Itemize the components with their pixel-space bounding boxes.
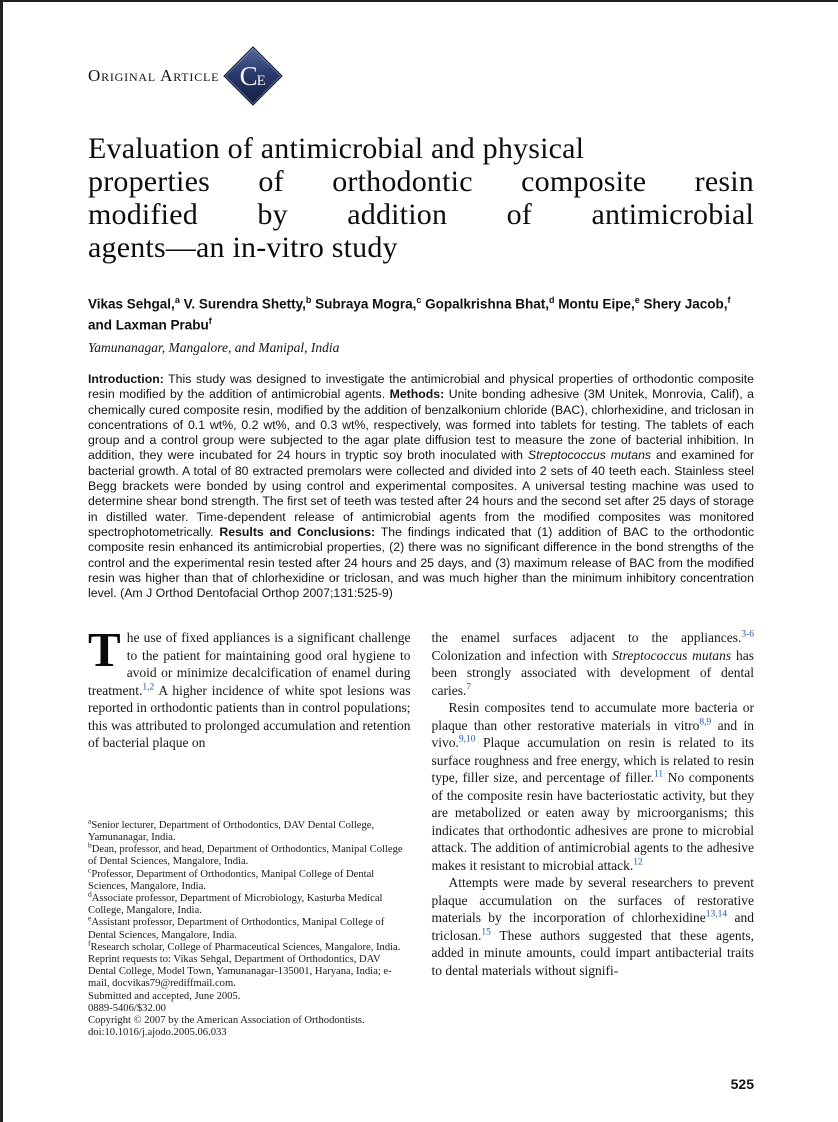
footnote-reprint-requests: Reprint requests to: Vikas Sehgal, Department of Orthodontics, DAV Dental College, Model Town, Yamunanagar-135001, Haryana, India; e-mail, docvikas79@rediffmail.com.: [88, 954, 392, 990]
body-paragraph-4: Attempts were made by several researchers to prevent plaque accumulation on the surfaces of restorative materials by the incorporation of chlorhexidine$^{13,14}$ and triclosan.$^{15}$ These authors suggested that these agents, added in minute amounts, could impart antibacterial traits to dental materials without signifi-: [431, 875, 754, 978]
drop-cap-letter: T: [88, 622, 121, 678]
body-paragraph-intro-text: he use of fixed appliances is a significant challenge to the patient for maintaining good oral hygiene to avoid or minimize decalcification of enamel during treatment.$^{1,2}$ A higher incidence of white spot lesions was reported in orthodontic patients than in control populations; this was attributed to prolonged accumulation and retention of bacterial plaque on: [88, 630, 411, 751]
page-number: 525: [730, 1076, 754, 1092]
footnote-copyright: Copyright © 2007 by the American Association of Orthodontists.: [88, 1015, 365, 1027]
footnote-affiliation-b: $^b$Dean, professor, and head, Department of Orthodontics, Manipal College of Dental Sciences, Mangalore, India.: [88, 840, 403, 868]
ce-letter-c: C: [240, 60, 259, 91]
ce-badge-letters: [240, 60, 267, 91]
title-line-4: agents—an in-vitro study: [88, 231, 398, 264]
ce-letter-e: E: [257, 72, 267, 89]
footnote-issn-price: 0889-5406/$32.00: [88, 1002, 166, 1014]
footnote-affiliation-a: $^a$Senior lecturer, Department of Orthodontics, DAV Dental College, Yamunanagar, India.: [88, 816, 375, 843]
author-list: Vikas Sehgal,$^a$ V. Surendra Shetty,$^b$ Subraya Mogra,$^c$ Gopalkrishna Bhat,$^d$ Montu Eipe,$^e$ Shery Jacob,$^f$ and Laxman Prabu$^f$: [88, 295, 731, 332]
body-paragraph-intro: [88, 622, 411, 752]
title-line-2: properties of orthodontic composite resin: [88, 165, 754, 198]
abstract-text: Introduction: This study was designed to investigate the antimicrobial and physical properties of orthodontic composite resin modified by the addition of antimicrobial agents. Methods: Unite bonding adhesive (3M Unitek, Monrovia, Calif), a chemically cured composite resin, modified by the addition of benzalkonium chloride (BAC), chlorhexidine, and triclosan in concentrations of 0.1 wt%, 0.2 wt%, and 0.3 wt%, respectively, was formed into tablets for testing. The tablets of each group and a control group were subjected to the agar plate diffusion test to measure the zone of bacterial inhibition. In addition, they were incubated for 24 hours in tryptic soy broth inoculated with Streptococcus mutans and examined for bacterial growth. A total of 80 extracted premolars were collected and divided into 2 sets of 40 teeth each. Stainless steel Begg brackets were bonded by using control and experimental composites. A universal testing machine was used to determine shear bond strength. The first set of teeth was tested after 24 hours and the second set after 25 days of storage in distilled water. Time-dependent release of antimicrobial agents from the modified composites was monitored spectrophotometrically. Results and Conclusions: The findings indicated that (1) addition of BAC to the orthodontic composite resin enhanced its antimicrobial properties, (2) there was no significant difference in the bond strengths of the control and the experimental resin tested after 24 hours and 25 days, and (3) maximum release of BAC from the modified resin was higher than that of chlorhexidine or triclosan, and was much higher than the minimum inhibitory concentration level. (Am J Orthod Dentofacial Orthop 2007;131:525-9): [88, 372, 754, 601]
body-paragraph-2: the enamel surfaces adjacent to the appliances.$^{3-6}$ Colonization and infection with Streptococcus mutans has been strongly associated with development of dental caries.$^7$: [431, 629, 755, 698]
footnote-affiliation-d: $^d$Associate professor, Department of Microbiology, Kasturba Medical College, Mangalore, India.: [88, 889, 383, 917]
body-column-right: [432, 629, 755, 1039]
footnote-affiliation-e: $^e$Assistant professor, Department of Orthodontics, Manipal College of Dental Sciences, Mangalore, India.: [88, 913, 385, 941]
author-affiliation: Yamunanagar, Mangalore, and Manipal, India: [88, 340, 340, 355]
article-title: [88, 132, 754, 264]
body-column-left: [88, 622, 411, 1039]
page-content: [3, 2, 838, 1039]
article-type-label: Original Article: [88, 66, 220, 85]
title-line-3: modified by addition of antimicrobial: [88, 198, 754, 231]
title-line-1: Evaluation of antimicrobial and physical: [88, 132, 585, 165]
body-columns: [88, 622, 755, 1039]
article-header: [88, 48, 754, 104]
footnote-doi: doi:10.1016/j.ajodo.2005.06.033: [88, 1027, 227, 1039]
footnote-submitted-date: Submitted and accepted, June 2005.: [88, 990, 241, 1002]
ce-diamond-icon: [225, 48, 282, 105]
body-paragraph-3: Resin composites tend to accumulate more bacteria or plaque than other restorative materials in vitro$^{8,9}$ and in vivo.$^{9,10}$ Plaque accumulation on resin is related to its surface roughness and free energy, which is related to resin type, filler size, and percentage of filler.$^{11}$ No components of the composite resin have bacteriostatic activity, but they are metabolized or eaten away by microorganisms; this indicates that orthodontic adhesives are prone to microbial attack. The addition of antimicrobial agents to the adhesive makes it resistant to microbial attack.$^{12}$: [431, 700, 754, 873]
footnote-affiliation-f: $^f$Research scholar, College of Pharmaceutical Sciences, Mangalore, India.: [88, 938, 401, 953]
footnotes-block: [88, 816, 411, 1040]
footnote-affiliation-c: $^c$Professor, Department of Orthodontics, Manipal College of Dental Sciences, Mangalore, India.: [88, 865, 375, 892]
